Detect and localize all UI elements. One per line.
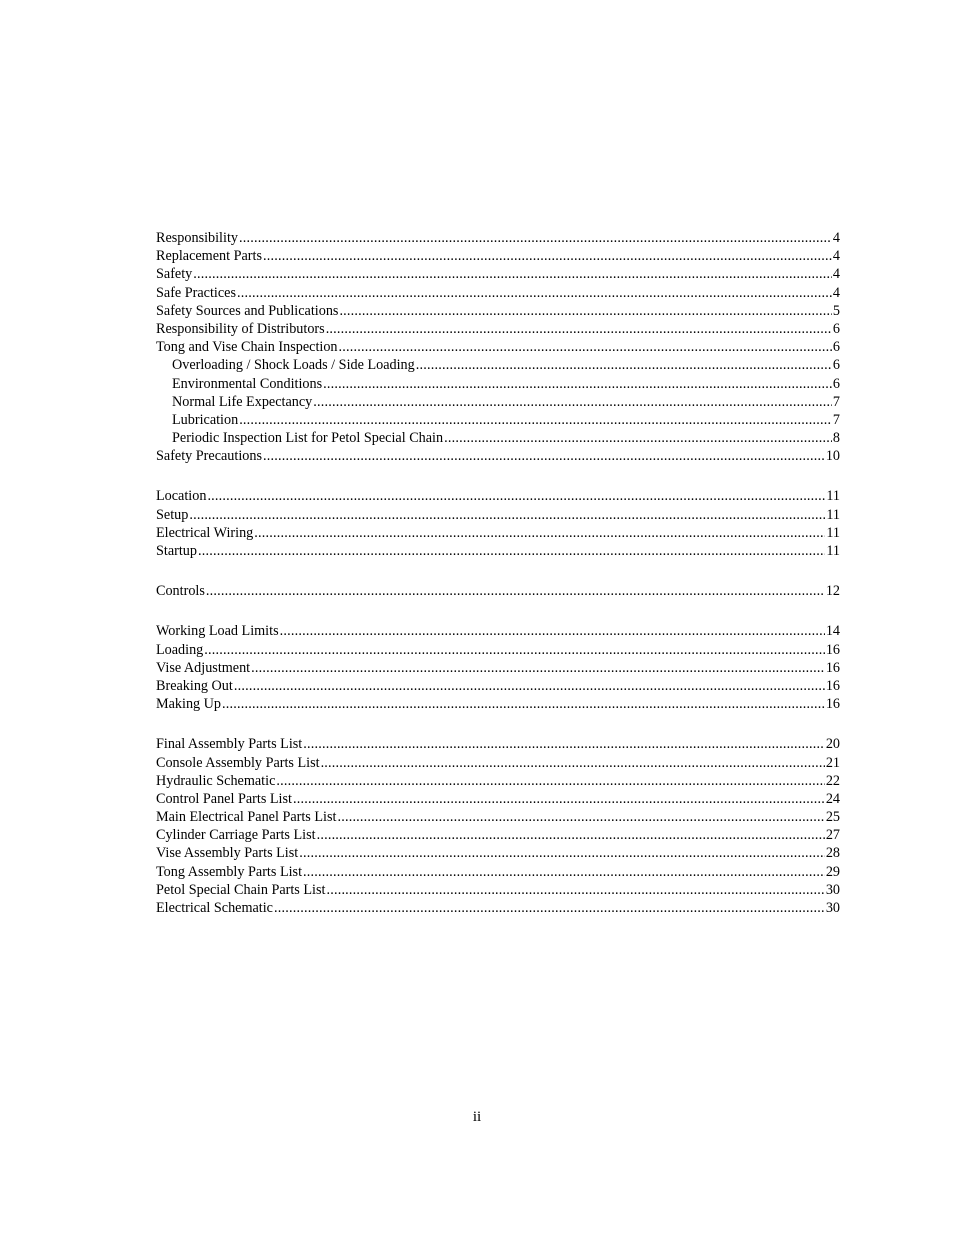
toc-entry-page-number: 5 [832,302,840,319]
toc-entry-page-number: 29 [825,863,840,880]
toc-group [156,622,840,713]
toc-entry-page-number: 25 [825,809,840,826]
dot-leader [198,542,825,560]
toc-entry-title: Setup [156,506,189,523]
toc-entry[interactable] [156,284,840,302]
dot-leader [204,641,825,659]
dot-leader [222,695,825,713]
toc-entry-title: Location [156,488,207,505]
toc-entry-title: Electrical Wiring [156,524,254,541]
toc-entry-page-number: 16 [825,659,840,676]
dot-leader [189,506,825,524]
toc-entry-title: Lubrication [172,411,239,428]
toc-entry-title: Responsibility of Distributors [156,320,325,337]
toc-entry[interactable] [156,695,840,713]
toc-entry[interactable] [156,772,840,790]
dot-leader [263,247,832,265]
toc-entry-page-number: 30 [825,900,840,916]
toc-entry[interactable] [156,826,840,844]
toc-entry[interactable] [156,808,840,826]
toc-entry-page-number: 16 [825,696,840,713]
toc-entry-page-number: 12 [825,583,840,600]
toc-entry-title: Startup [156,543,197,559]
toc-entry-page-number: 7 [832,393,840,410]
toc-entry-page-number: 11 [826,488,840,505]
toc-entry-page-number: 21 [825,754,840,771]
dot-leader [339,302,831,320]
toc-entry[interactable] [156,247,840,265]
toc-entry[interactable] [156,338,840,356]
toc-entry-page-number: 4 [832,266,840,283]
toc-group [156,229,840,465]
dot-leader [416,356,832,374]
dot-leader [313,393,832,411]
toc-entry-title: Replacement Parts [156,248,262,265]
toc-entry-page-number: 4 [832,230,840,246]
toc-group [156,735,840,917]
toc-entry[interactable] [156,393,840,411]
toc-entry[interactable] [156,320,840,338]
toc-entry-title: Periodic Inspection List for Petol Special Chain [172,430,444,447]
toc-entry[interactable] [156,429,840,447]
toc-entry-page-number: 7 [832,411,840,428]
toc-entry-title: Final Assembly Parts List [156,736,303,753]
toc-entry-title: Safety Sources and Publications [156,302,339,319]
dot-leader [193,265,832,283]
toc-entry-title: Making Up [156,696,222,713]
dot-leader [444,429,832,447]
toc-entry-title: Vise Adjustment [156,659,251,676]
toc-entry[interactable] [156,524,840,542]
dot-leader [280,622,825,640]
toc-entry-title: Breaking Out [156,677,233,694]
toc-entry-page-number: 27 [825,827,840,844]
toc-entry-page-number: 6 [832,339,840,356]
toc-entry[interactable] [156,375,840,393]
toc-entry[interactable] [156,754,840,772]
toc-entry-page-number: 16 [825,677,840,694]
toc-group [156,582,840,600]
toc-entry-title: Tong Assembly Parts List [156,863,303,880]
toc-entry-page-number: 11 [826,524,840,541]
dot-leader [303,735,825,753]
toc-entry-title: Main Electrical Panel Parts List [156,809,337,826]
dot-leader [337,808,824,826]
toc-entry[interactable] [156,677,840,695]
toc-entry-title: Environmental Conditions [172,375,323,392]
toc-entry-page-number: 24 [825,790,840,807]
dot-leader [317,826,825,844]
dot-leader [239,411,832,429]
dot-leader [293,790,825,808]
toc-entry-page-number: 20 [825,736,840,753]
toc-entry-page-number: 4 [832,284,840,301]
dot-leader [237,284,832,302]
toc-entry[interactable] [156,582,840,600]
toc-entry[interactable] [156,487,840,505]
toc-entry-page-number: 16 [825,641,840,658]
dot-leader [299,844,825,862]
toc-entry-title: Responsibility [156,230,238,246]
toc-entry-title: Vise Assembly Parts List [156,845,299,862]
toc-entry[interactable] [156,844,840,862]
toc-entry-page-number: 11 [826,506,840,523]
dot-leader [254,524,825,542]
page-number: ii [472,1109,482,1125]
toc-entry[interactable] [156,506,840,524]
toc-entry[interactable] [156,356,840,374]
dot-leader [339,338,832,356]
dot-leader [323,375,832,393]
dot-leader [263,447,825,465]
toc-entry-page-number: 28 [825,845,840,862]
toc-entry[interactable] [156,790,840,808]
toc-entry-title: Control Panel Parts List [156,790,292,807]
toc-entry-page-number: 6 [832,375,840,392]
toc-entry-title: Hydraulic Schematic [156,772,276,789]
toc-entry-title: Safety Precautions [156,448,262,465]
toc-entry[interactable] [156,735,840,753]
toc-entry-title: Normal Life Expectancy [172,393,313,410]
toc-entry-title: Petol Special Chain Parts List [156,881,326,898]
toc-entry-title: Controls [156,583,205,600]
toc-entry-title: Overloading / Shock Loads / Side Loading [172,357,415,374]
dot-leader [206,582,825,600]
toc-entry-title: Console Assembly Parts List [156,754,320,771]
toc-entry-page-number: 14 [825,623,840,640]
toc-entry-page-number: 30 [825,881,840,898]
table-of-contents [156,229,840,917]
dot-leader [207,487,825,505]
toc-entry[interactable] [156,899,840,917]
toc-entry-title: Safety [156,266,193,283]
dot-leader [234,677,825,695]
toc-entry-page-number: 6 [832,357,840,374]
toc-entry[interactable] [156,542,840,560]
toc-entry[interactable] [156,229,840,247]
toc-entry-title: Loading [156,641,204,658]
toc-entry-page-number: 22 [825,772,840,789]
toc-entry-page-number: 10 [825,448,840,465]
dot-leader [321,754,825,772]
toc-entry[interactable] [156,863,840,881]
dot-leader [251,659,825,677]
toc-entry-title: Electrical Schematic [156,900,273,916]
toc-entry-page-number: 4 [832,248,840,265]
dot-leader [303,863,825,881]
dot-leader [326,881,824,899]
toc-entry-title: Tong and Vise Chain Inspection [156,339,338,356]
toc-entry[interactable] [156,265,840,283]
toc-entry[interactable] [156,447,840,465]
toc-entry-title: Cylinder Carriage Parts List [156,827,316,844]
toc-entry[interactable] [156,302,840,320]
toc-entry-title: Safe Practices [156,284,236,301]
toc-entry[interactable] [156,622,840,640]
dot-leader [276,772,824,790]
toc-entry[interactable] [156,641,840,659]
toc-entry-title: Working Load Limits [156,623,279,640]
toc-entry[interactable] [156,659,840,677]
toc-group [156,487,840,560]
dot-leader [239,229,832,247]
toc-entry[interactable] [156,881,840,899]
toc-entry-page-number: 8 [832,430,840,447]
toc-entry-page-number: 11 [826,543,840,559]
toc-entry[interactable] [156,411,840,429]
dot-leader [274,899,825,917]
toc-entry-page-number: 6 [832,320,840,337]
dot-leader [326,320,832,338]
